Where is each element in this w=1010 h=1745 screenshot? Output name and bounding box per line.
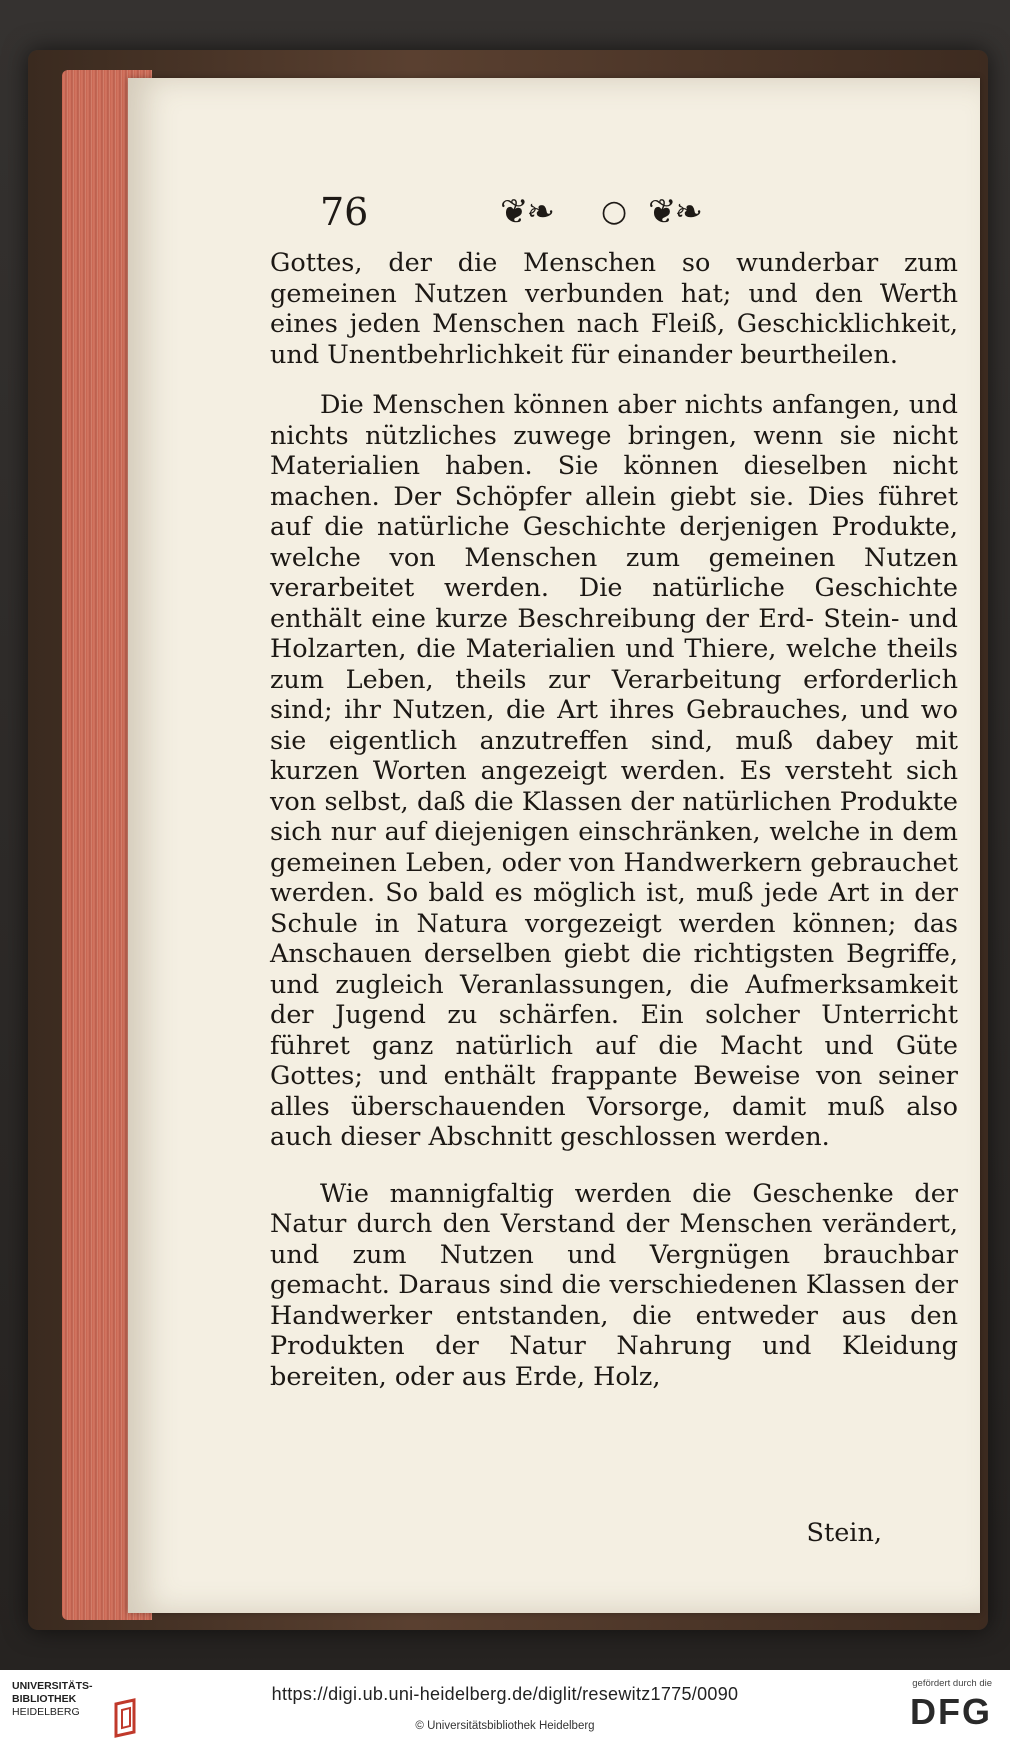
paragraph: Gottes, der die Menschen so wunderbar zum gemeinen Nutzen verbunden hat; und den Werth eines jeden Menschen nach Fleiß, Geschicklichkeit, und Unentbehrlichkeit für einander beurtheilen. bbox=[270, 248, 958, 370]
copyright-notice: © Universitätsbibliothek Heidelberg bbox=[415, 1720, 595, 1732]
permalink-url[interactable]: https://digi.ub.uni-heidelberg.de/diglit/resewitz1775/0090 bbox=[271, 1684, 739, 1704]
page-number: 76 bbox=[320, 190, 369, 234]
book-page bbox=[128, 78, 980, 1613]
page-text bbox=[270, 248, 958, 1392]
library-name-line2: BIBLIOTHEK bbox=[12, 1693, 77, 1705]
viewer-footer bbox=[0, 1670, 1010, 1745]
ornament-right-icon: ❦❧ bbox=[648, 192, 701, 232]
library-name-line3: HEIDELBERG bbox=[12, 1706, 80, 1718]
paragraph: Die Menschen können aber nichts anfangen, und nichts nützliches zuwege bringen, wenn sie nicht Materialien haben. Sie können dieselben nicht machen. Der Schöpfer allein giebt sie. Dies führet auf die natürliche Geschichte derjenigen Produkte, welche von Menschen zum gemeinen Nutzen verarbeitet werden. Die natürliche Geschichte enthält eine kurze Beschreibung der Erd- Stein- und Holzarten, die Materialien und Thiere, welche theils zum Leben, theils zur Verarbeitung erforderlich sind; ihr Nutzen, die Art ihres Gebrauches, und wo sie eigentlich anzutreffen sind, muß dabey mit kurzen Worten angezeigt werden. Es versteht sich von selbst, daß die Klassen der natürlichen Produkte sich nur auf diejenigen einschränken, welche in dem gemeinen Leben, oder von Handwerkern gebrauchet werden. So bald es möglich ist, muß jede Art in der Schule in Natura vorgezeigt werden können; das Anschauen derselben giebt die richtigsten Begriffe, und zugleich Veranlassungen, die Aufmerksamkeit der Jugend zu schärfen. Ein solcher Unterricht führet ganz natürlich auf die Macht und Güte Gottes; und enthält frappante Beweise von seiner alles überschauenden Vorsorge, damit muß also auch dieser Abschnitt geschlossen werden. bbox=[270, 390, 958, 1152]
ornament-left-icon: ❦❧ bbox=[500, 192, 553, 232]
dfg-logo[interactable]: DFG bbox=[910, 1691, 992, 1732]
page-header bbox=[128, 190, 980, 240]
library-name-line1: UNIVERSITÄTS- bbox=[12, 1680, 93, 1692]
paragraph: Wie mannigfaltig werden die Geschenke der Natur durch den Verstand der Menschen verändert, und zum Nutzen und Vergnügen brauchbar gemacht. Daraus sind die verschiedenen Klassen der Handwerker entstanden, die entweder aus den Produkten der Natur Nahrung und Kleidung bereiten, oder aus Erde, Holz, bbox=[270, 1178, 958, 1392]
catchword: Stein, bbox=[806, 1518, 882, 1548]
ornament-circle-icon: ○ bbox=[601, 194, 626, 229]
funding-label: gefördert durch die bbox=[912, 1678, 992, 1689]
